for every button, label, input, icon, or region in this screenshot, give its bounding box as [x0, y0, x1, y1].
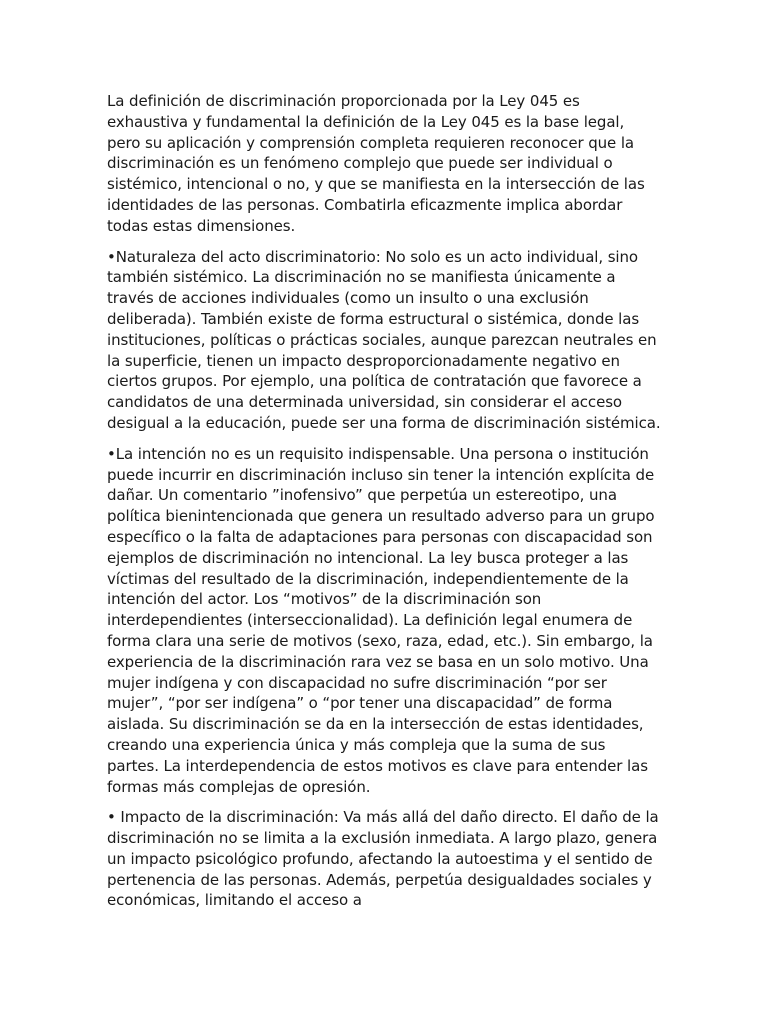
paragraph-impact: • Impacto de la discriminación: Va más allá del daño directo. El daño de la discriminación no se limita a la exclusión inmediata. A largo plazo, genera un impacto psicológico profundo, afectando la autoestima y el sentido de pertenencia de las personas. Además, perpetúa desigualdades sociales y económicas, limitando el acceso a — [107, 808, 659, 910]
document-body — [107, 91, 661, 921]
paragraph-nature-of-act: •Naturaleza del acto discriminatorio: No solo es un acto individual, sino también sistémico. La discriminación no se manifiesta únicamente a través de acciones individuales (como un insulto o una exclusión deliberada). También existe de forma estructural o sistémica, donde las instituciones, políticas o prácticas sociales, aunque parezcan neutrales en la superficie, tienen un impacto desproporcionadamente negativo en ciertos grupos. Por ejemplo, una política de contratación que favorece a candidatos de una determinada universidad, sin considerar el acceso desigual a la educación, puede ser una forma de discriminación sistémica. — [107, 247, 661, 432]
paragraph-intro: La definición de discriminación proporcionada por la Ley 045 es exhaustiva y fundamental la definición de la Ley 045 es la base legal, pero su aplicación y comprensión completa requieren reconocer que la discriminación es un fenómeno complejo que puede ser individual o sistémico, intencional o no, y que se manifiesta en la intersección de las identidades de las personas. Combatirla eficazmente implica abordar todas estas dimensiones. — [107, 92, 645, 235]
paragraph-intention: •La intención no es un requisito indispensable. Una persona o institución puede incurrir en discriminación incluso sin tener la intención explícita de dañar. Un comentario ”inofensivo” que perpetúa un estereotipo, una política bienintencionada que genera un resultado adverso para un grupo específico o la falta de adaptaciones para personas con discapacidad son ejemplos de discriminación no intencional. La ley busca proteger a las víctimas del resultado de la discriminación, independientemente de la intención del actor. Los “motivos” de la discriminación son interdependientes (interseccionalidad). La definición legal enumera de forma clara una serie de motivos (sexo, raza, edad, etc.). Sin embargo, la experiencia de la discriminación rara vez se basa en un solo motivo. Una mujer indígena y con discapacidad no sufre discriminación “por ser mujer”, “por ser indígena” o “por tener una discapacidad” de forma aislada. Su discriminación se da en la intersección de estas identidades, creando una experiencia única y más compleja que la suma de sus partes. La interdependencia de estos motivos es clave para entender las formas más complejas de opresión. — [107, 444, 655, 796]
